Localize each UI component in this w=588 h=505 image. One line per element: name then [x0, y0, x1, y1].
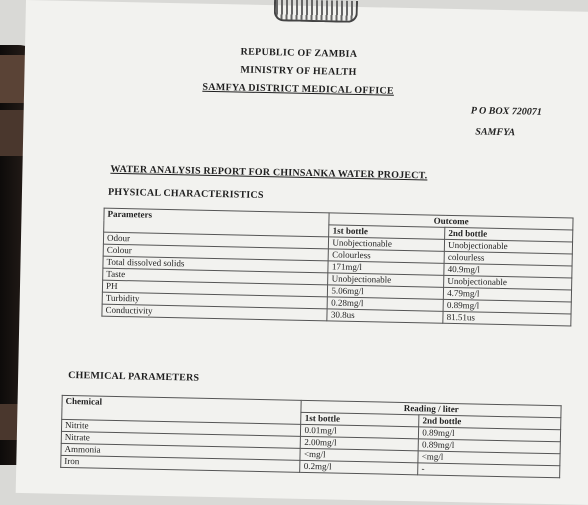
- cell: 0.89mg/l: [418, 439, 560, 454]
- cell: Odour: [103, 232, 329, 249]
- cell: 0.28mg/l: [328, 297, 444, 311]
- cell: 0.89mg/l: [443, 299, 571, 314]
- cell: Unobjectionable: [445, 239, 573, 254]
- col-bottle-1: 1st bottle: [301, 412, 419, 426]
- cell: Unobjectionable: [329, 237, 445, 251]
- letterhead-country: REPUBLIC OF ZAMBIA: [240, 46, 358, 60]
- cell: 0.89mg/l: [419, 427, 561, 442]
- col-parameters: Parameters: [104, 208, 330, 237]
- physical-heading: PHYSICAL CHARACTERISTICS: [107, 186, 264, 202]
- cell: Colour: [103, 244, 329, 261]
- chemical-table: [60, 395, 561, 478]
- cell: Conductivity: [102, 304, 328, 321]
- cell: Total dissolved solids: [103, 256, 329, 273]
- cell: <mg/l: [300, 448, 418, 462]
- cell: colourless: [444, 251, 572, 266]
- cell: Nitrate: [61, 431, 301, 448]
- cell: 4.79mg/l: [444, 287, 572, 302]
- cell: Nitrite: [61, 419, 301, 436]
- cell: -: [418, 463, 560, 478]
- cell: Unobjectionable: [328, 273, 444, 287]
- cell: Taste: [103, 268, 329, 285]
- coat-of-arms-emblem: [274, 0, 358, 23]
- col-outcome: Outcome: [329, 213, 573, 230]
- cell: Iron: [61, 455, 301, 472]
- po-box: P O BOX 720071: [470, 105, 542, 118]
- cell: 30.8us: [327, 309, 443, 323]
- document-page: [16, 0, 588, 505]
- cell: 171mg/l: [328, 261, 444, 275]
- report-title: WATER ANALYSIS REPORT FOR CHINSANKA WATER PROJECT.: [110, 163, 428, 182]
- cell: <mg/l: [418, 451, 560, 466]
- col-bottle-2: 2nd bottle: [445, 227, 573, 242]
- col-chemical: Chemical: [62, 395, 302, 424]
- letterhead-office: SAMFYA DISTRICT MEDICAL OFFICE: [202, 81, 395, 97]
- cell: Turbidity: [102, 292, 328, 309]
- cell: 0.2mg/l: [300, 460, 418, 474]
- cell: 2.00mg/l: [301, 436, 419, 450]
- letterhead-ministry: MINISTRY OF HEALTH: [240, 64, 357, 78]
- cell: 40.9mg/l: [444, 263, 572, 278]
- col-reading: Reading / liter: [301, 400, 561, 417]
- cell: PH: [102, 280, 328, 297]
- col-bottle-1: 1st bottle: [329, 225, 445, 239]
- cell: 0.01mg/l: [301, 424, 419, 438]
- cell: Ammonia: [61, 443, 301, 460]
- cell: Unobjectionable: [444, 275, 572, 290]
- chemical-heading: CHEMICAL PARAMETERS: [68, 369, 200, 384]
- cell: Colourless: [329, 249, 445, 263]
- col-bottle-2: 2nd bottle: [419, 415, 561, 430]
- town: SAMFYA: [475, 126, 516, 139]
- cell: 81.51us: [443, 311, 571, 326]
- cell: 5.06mg/l: [328, 285, 444, 299]
- physical-table: [101, 208, 573, 327]
